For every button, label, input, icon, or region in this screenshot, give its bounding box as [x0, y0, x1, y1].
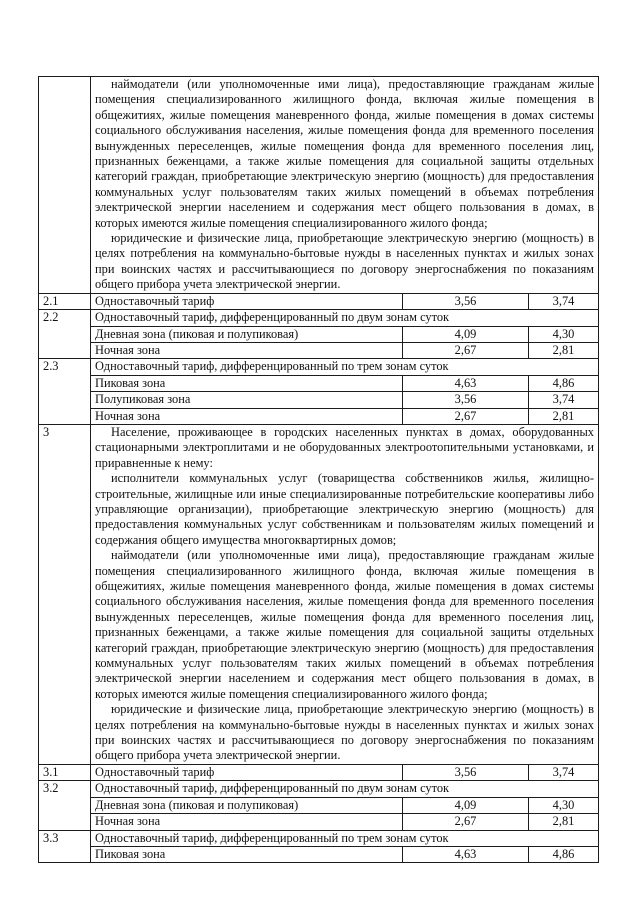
- zone-label: Пиковая зона: [91, 846, 403, 862]
- paragraph: юридические и физические лица, приобретающие электрическую энергию (мощность) в целях потребления на коммунально-бытовые нужды в населенных пунктах и жилых зонах при воинских частях и рассчитывающиеся по договору энергоснабжения по показаниям общего прибора учета электрической энергии.: [95, 702, 594, 763]
- row-number: 2.2: [39, 310, 91, 359]
- tariff-label: Одноставочный тариф, дифференцированный по двум зонам суток: [91, 310, 599, 326]
- section-description: [91, 77, 599, 294]
- table-row: [39, 359, 599, 375]
- tariff-label: Одноставочный тариф, дифференцированный по трем зонам суток: [91, 830, 599, 846]
- tariff-value-2: 4,86: [529, 375, 599, 391]
- tariff-value-1: 4,63: [403, 846, 529, 862]
- zone-label: Полупиковая зона: [91, 392, 403, 408]
- tariff-value-2: 2,81: [529, 814, 599, 830]
- row-number: 3: [39, 424, 91, 764]
- table-row: [39, 846, 599, 862]
- zone-label: Ночная зона: [91, 814, 403, 830]
- row-number: 3.2: [39, 781, 91, 830]
- tariff-value-1: 4,09: [403, 326, 529, 342]
- row-number: 3.1: [39, 764, 91, 780]
- tariff-value-1: 2,67: [403, 814, 529, 830]
- tariff-value-1: 2,67: [403, 408, 529, 424]
- table-row: [39, 408, 599, 424]
- paragraph: Население, проживающее в городских населенных пунктах в домах, оборудованных стационарными электроплитами и не оборудованных электроотопительными установками, и приравненные к нему:: [95, 424, 594, 470]
- tariff-value-2: 4,30: [529, 797, 599, 813]
- table-row: [39, 764, 599, 780]
- table-row: [39, 814, 599, 830]
- paragraph: наймодатели (или уполномоченные ими лица), предоставляющие гражданам жилые помещения специализированного жилищного фонда, включая жилые помещения в общежитиях, жилые помещения маневренного фонда, жилые помещения в домах системы социального обслуживания населения, жилые помещения фонда для временного поселения вынужденных переселенцев, жилые помещения фонда для временного поселения лиц, признанных беженцами, а также жилые помещения для социальной защиты отдельных категорий граждан, приобретающие электрическую энергию (мощность) для предоставления коммунальных услуг пользователям таких жилых помещений в объемах потребления электрической энергии населением и содержания мест общего пользования в домах, в которых имеются жилые помещения специализированного жилого фонда;: [95, 77, 594, 230]
- table-row: [39, 797, 599, 813]
- tariff-value-1: 3,56: [403, 293, 529, 309]
- table-row: [39, 375, 599, 391]
- table-row: [39, 424, 599, 764]
- zone-label: Дневная зона (пиковая и полупиковая): [91, 797, 403, 813]
- row-number-cell: [39, 77, 91, 294]
- row-number: 2.1: [39, 293, 91, 309]
- section-description: [91, 424, 599, 764]
- paragraph: юридические и физические лица, приобретающие электрическую энергию (мощность) в целях потребления на коммунально-бытовые нужды в населенных пунктах и жилых зонах при воинских частях и рассчитывающиеся по договору энергоснабжения по показаниям общего прибора учета электрической энергии.: [95, 231, 594, 292]
- table-row: [39, 781, 599, 797]
- table-row: [39, 326, 599, 342]
- table-row: [39, 293, 599, 309]
- tariff-value-2: 3,74: [529, 764, 599, 780]
- tariff-value-1: 3,56: [403, 764, 529, 780]
- zone-label: Ночная зона: [91, 408, 403, 424]
- tariff-value-2: 2,81: [529, 342, 599, 358]
- tariff-label: Одноставочный тариф, дифференцированный по трем зонам суток: [91, 359, 599, 375]
- zone-label: Ночная зона: [91, 342, 403, 358]
- tariff-value-2: 3,74: [529, 392, 599, 408]
- row-number: 2.3: [39, 359, 91, 425]
- row-number: 3.3: [39, 830, 91, 863]
- tariff-value-2: 2,81: [529, 408, 599, 424]
- table-row: [39, 342, 599, 358]
- tariff-value-2: 4,30: [529, 326, 599, 342]
- tariff-value-1: 4,63: [403, 375, 529, 391]
- tariff-label: Одноставочный тариф: [91, 293, 403, 309]
- tariff-label: Одноставочный тариф: [91, 764, 403, 780]
- zone-label: Пиковая зона: [91, 375, 403, 391]
- table-row: [39, 77, 599, 294]
- tariff-value-2: 3,74: [529, 293, 599, 309]
- table-row: [39, 310, 599, 326]
- tariff-table: [38, 76, 599, 863]
- tariff-label: Одноставочный тариф, дифференцированный по двум зонам суток: [91, 781, 599, 797]
- paragraph: наймодатели (или уполномоченные ими лица), предоставляющие гражданам жилые помещения специализированного жилищного фонда, включая жилые помещения в общежитиях, жилые помещения маневренного фонда, жилые помещения в домах системы социального обслуживания населения, жилые помещения фонда для временного поселения вынужденных переселенцев, жилые помещения фонда для временного поселения лиц, признанных беженцами, а также жилые помещения для социальной защиты отдельных категорий граждан, приобретающие электрическую энергию (мощность) для предоставления коммунальных услуг пользователям таких жилых помещений в объемах потребления электрической энергии населением и содержания мест общего пользования в домах, в которых имеются жилые помещения специализированного жилого фонда;: [95, 548, 594, 701]
- tariff-value-2: 4,86: [529, 846, 599, 862]
- paragraph: исполнители коммунальных услуг (товарищества собственников жилья, жилищно-строительные, жилищные или иные специализированные потребительские кооперативы либо управляющие организации), приобретающие электрическую энергию (мощность) для предоставления коммунальных услуг собственникам и пользователям жилых помещений и содержания общего имущества многоквартирных домов;: [95, 471, 594, 547]
- zone-label: Дневная зона (пиковая и полупиковая): [91, 326, 403, 342]
- table-row: [39, 830, 599, 846]
- tariff-value-1: 4,09: [403, 797, 529, 813]
- tariff-value-1: 2,67: [403, 342, 529, 358]
- tariff-value-1: 3,56: [403, 392, 529, 408]
- table-row: [39, 392, 599, 408]
